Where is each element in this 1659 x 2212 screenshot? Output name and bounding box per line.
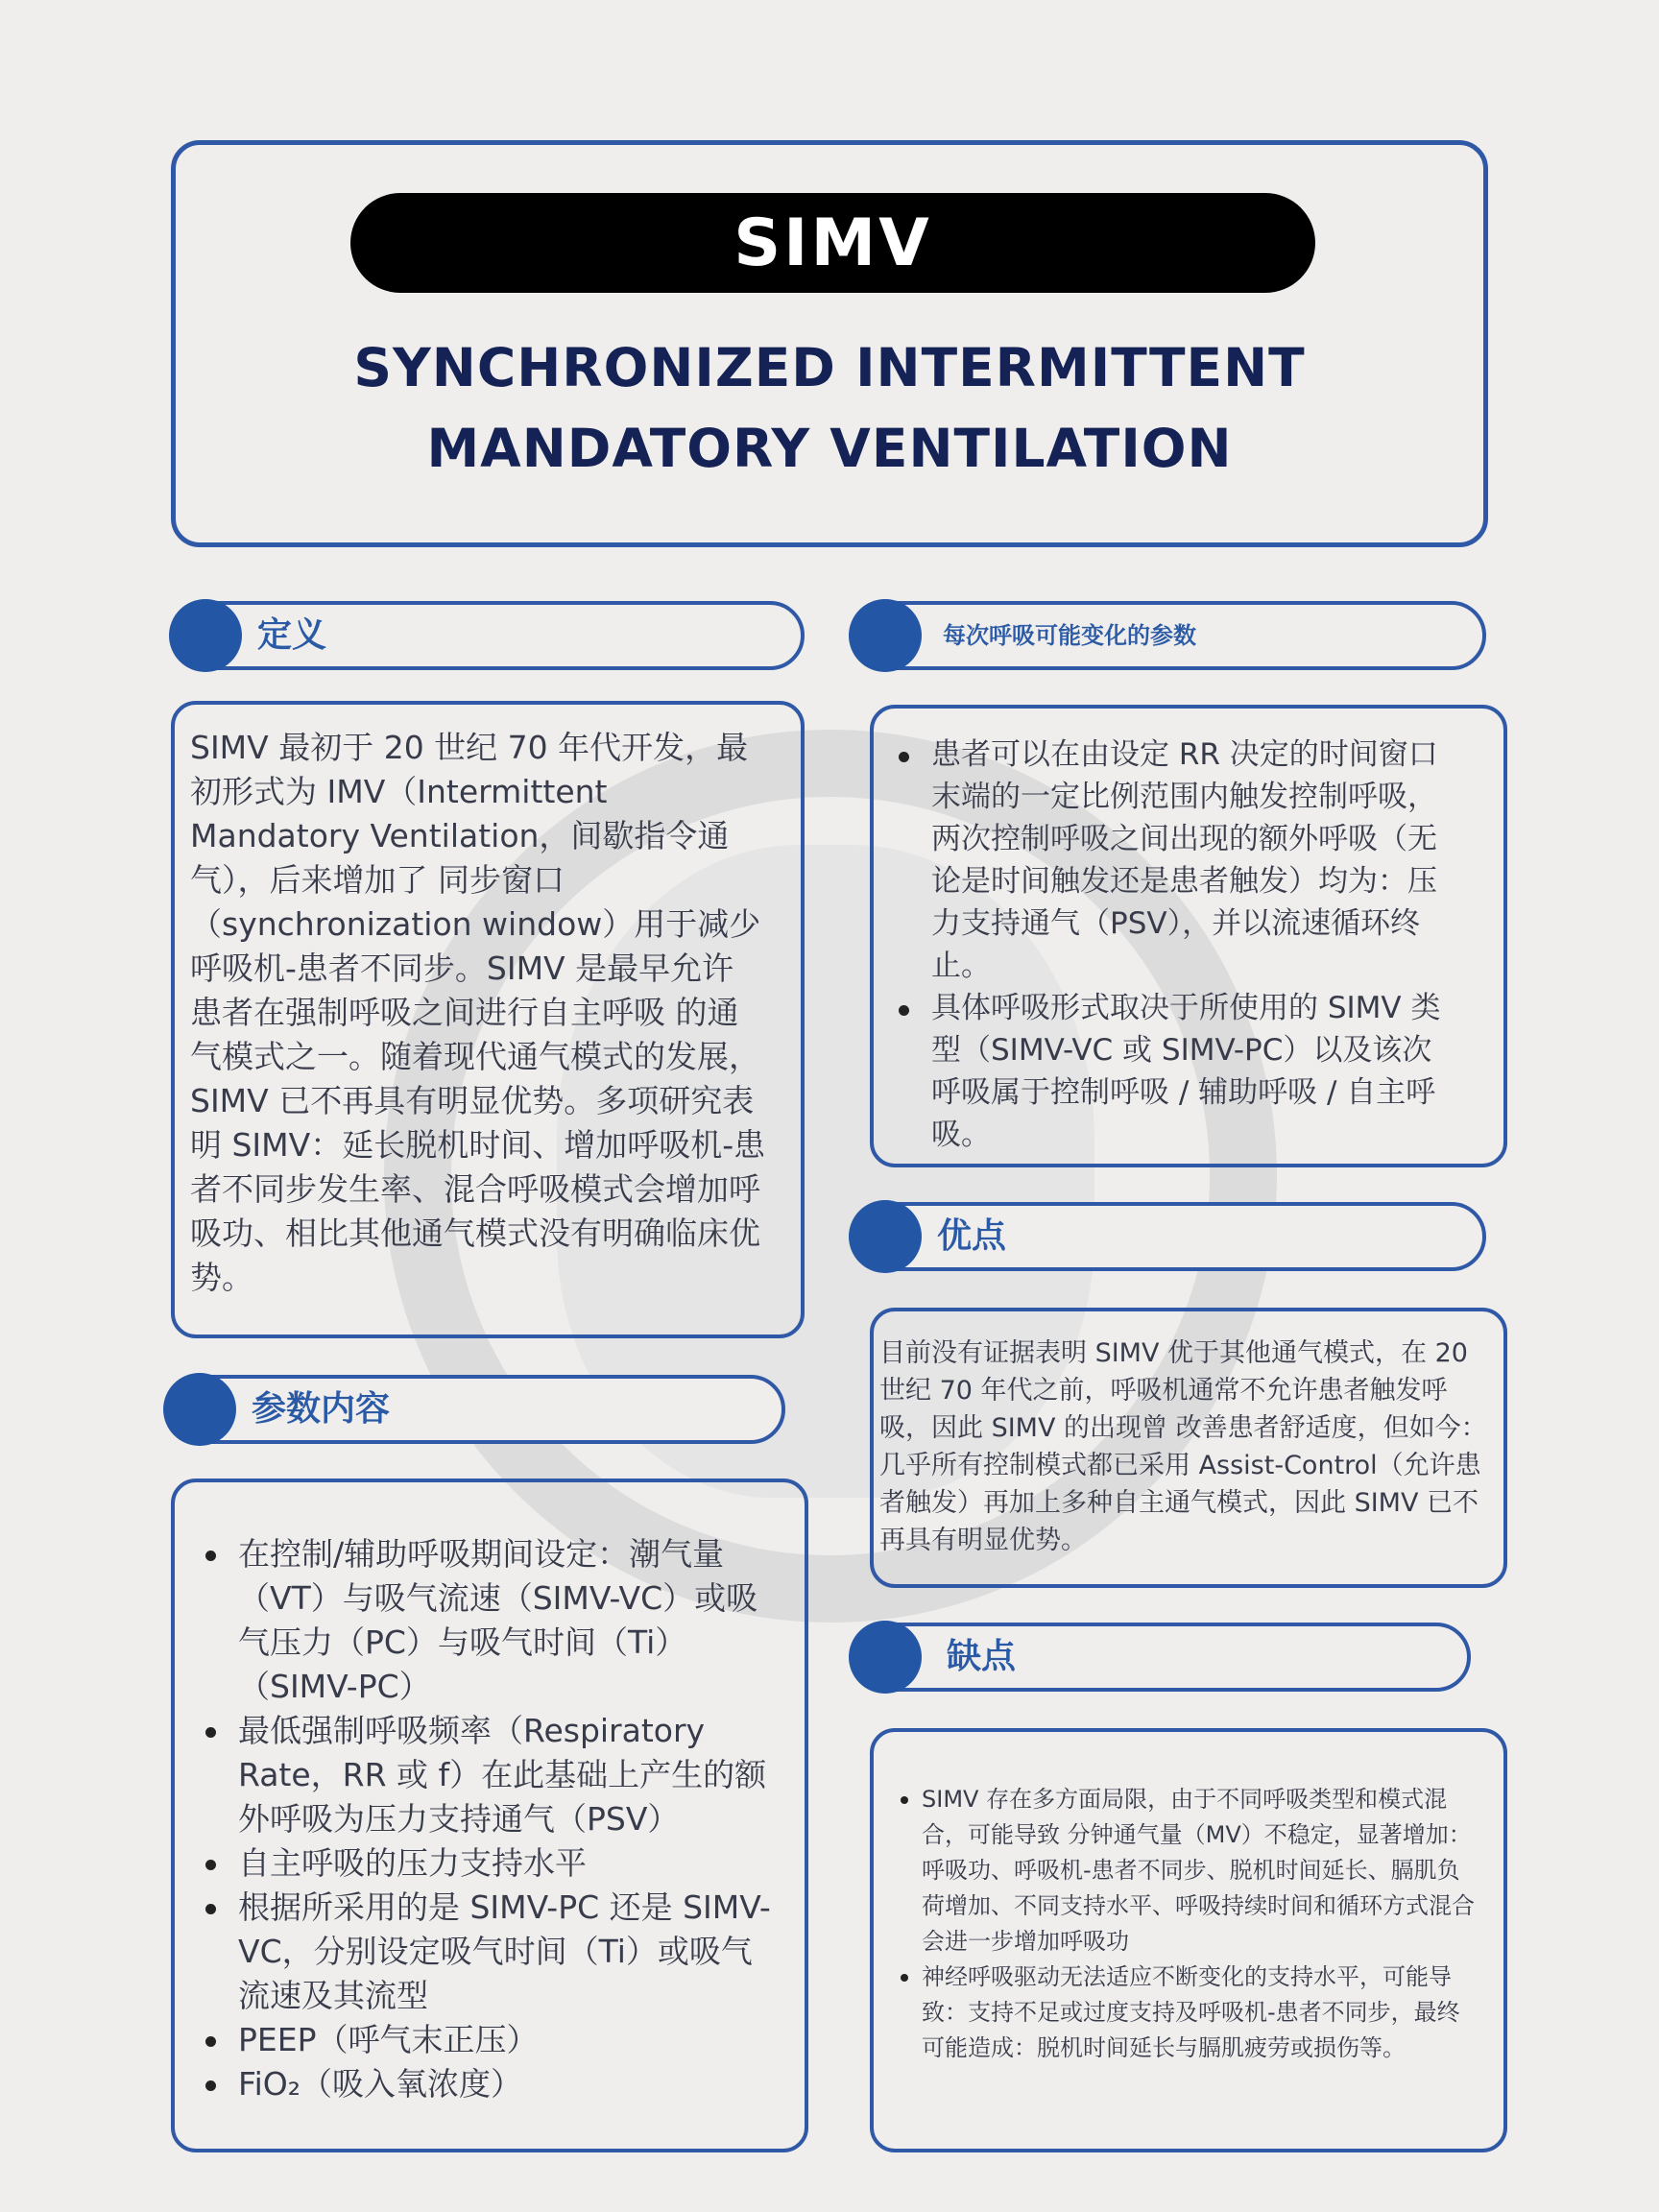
definition-box — [171, 701, 805, 1338]
subtitle-line-1: SYNCHRONIZED INTERMITTENT — [353, 337, 1306, 398]
list-item: 最低强制呼吸频率（Respiratory Rate，RR 或 f）在此基础上产生的额外呼吸为压力支持通气（PSV） — [198, 1709, 774, 1841]
subtitle-line-2: MANDATORY VENTILATION — [426, 418, 1233, 479]
advantages-box — [870, 1308, 1507, 1588]
parameters-heading: 参数内容 — [252, 1389, 391, 1429]
advantages-text: 目前没有证据表明 SIMV 优于其他通气模式，在 20 世纪 70 年代之前，呼吸机通常不允许患者触发呼吸，因此 SIMV 的出现曾 改善患者舒适度，但如今：几乎所有控制模式都已采用 Assist-Control（允许患者触发）再加上多种自主通气模式，因此 SIMV 已不再具有明显优势。 — [879, 1338, 1487, 1555]
variable-params-heading: 每次呼吸可能变化的参数 — [943, 622, 1196, 649]
list-item: PEEP（呼气末正压） — [198, 2018, 774, 2062]
section-header-disadvantages — [851, 1623, 1471, 1692]
list-item: SIMV 存在多方面局限，由于不同呼吸类型和模式混合，可能导致 分钟通气量（MV）不稳定，显著增加：呼吸功、呼吸机-患者不同步、脱机时间延长、膈肌负荷增加、不同支持水平、呼吸持续时间和循环方式混合会进一步增加呼吸功 — [897, 1782, 1482, 1960]
list-item: 自主呼吸的压力支持水平 — [198, 1841, 774, 1886]
list-item: 神经呼吸驱动无法适应不断变化的支持水平，可能导致：支持不足或过度支持及呼吸机-患者不同步，最终可能造成：脱机时间延长与膈肌疲劳或损伤等。 — [897, 1960, 1482, 2066]
title-card — [171, 140, 1488, 547]
list-item: FiO₂（吸入氧浓度） — [198, 2062, 774, 2106]
list-item: 具体呼吸形式取决于所使用的 SIMV 类型（SIMV-VC 或 SIMV-PC）以及该次呼吸属于控制呼吸 / 辅助呼吸 / 自主呼吸。 — [891, 987, 1454, 1156]
section-header-advantages — [851, 1202, 1486, 1271]
disadvantages-heading: 缺点 — [947, 1637, 1017, 1676]
header-bullet-icon — [163, 1373, 236, 1446]
advantages-heading: 优点 — [937, 1216, 1007, 1256]
definition-heading: 定义 — [257, 615, 327, 655]
header-bullet-icon — [849, 1200, 922, 1273]
list-item: 在控制/辅助呼吸期间设定：潮气量（VT）与吸气流速（SIMV-VC）或吸气压力（PC）与吸气时间（Ti）（SIMV-PC） — [198, 1532, 774, 1709]
variable-params-box — [870, 705, 1507, 1167]
section-header-variable-params — [851, 601, 1486, 670]
parameters-list — [198, 1532, 774, 2106]
header-bullet-icon — [849, 599, 922, 672]
disadvantages-box — [870, 1728, 1507, 2152]
list-item: 患者可以在由设定 RR 决定的时间窗口末端的一定比例范围内触发控制呼吸，两次控制呼吸之间出现的额外呼吸（无论是时间触发还是患者触发）均为：压力支持通气（PSV），并以流速循环终止。 — [891, 733, 1454, 987]
variable-params-list — [891, 733, 1454, 1156]
section-header-parameters — [165, 1375, 785, 1444]
header-bullet-icon — [169, 599, 242, 672]
disadvantages-list — [897, 1782, 1482, 2066]
parameters-box — [171, 1479, 808, 2152]
page-title: SIMV — [350, 193, 1315, 293]
list-item: 根据所采用的是 SIMV-PC 还是 SIMV-VC，分别设定吸气时间（Ti）或吸气流速及其流型 — [198, 1886, 774, 2018]
page-subtitle — [176, 327, 1483, 489]
definition-text: SIMV 最初于 20 世纪 70 年代开发，最初形式为 IMV（Intermittent Mandatory Ventilation，间歇指令通气），后来增加了 同步窗口（synchronization window）用于减少呼吸机-患者不同步。SIMV 是最早允许 患者在强制呼吸之间进行自主呼吸 的通气模式之一。随着现代通气模式的发展，SIMV 已不再具有明显优势。多项研究表明 SIMV：延长脱机时间、增加呼吸机-患者不同步发生率、混合呼吸模式会增加呼吸功、相比其他通气模式没有明确临床优势。 — [190, 729, 766, 1296]
header-bullet-icon — [849, 1621, 922, 1694]
section-header-definition — [171, 601, 805, 670]
